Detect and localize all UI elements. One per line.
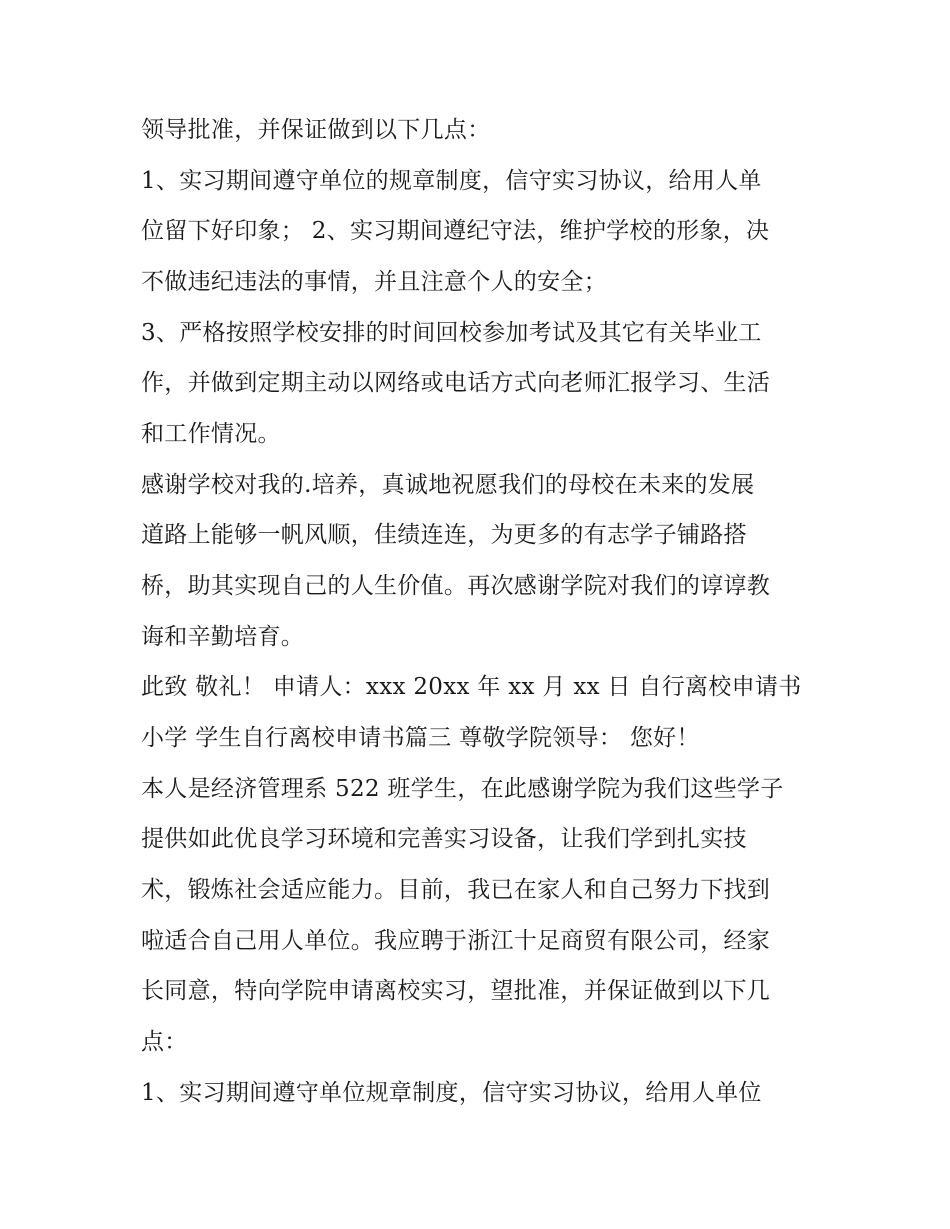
text-line: 和工作情况。 <box>141 421 281 447</box>
text-line: 提供如此优良学习环境和完善实习设备，让我们学到扎实技 <box>141 826 747 852</box>
text-line: 感谢学校对我的.培养，真诚地祝愿我们的母校在未来的发展 <box>141 472 755 498</box>
text-line: 1、实习期间遵守单位的规章制度，信守实习协议，给用人单 <box>141 168 762 194</box>
text-line: 此致 敬礼！ 申请人：xxx 20xx 年 xx 月 xx 日 自行离校申请书 <box>141 674 802 700</box>
text-line: 3、严格按照学校安排的时间回校参加考试及其它有关毕业工 <box>141 320 762 346</box>
text-line: 领导批准，并保证做到以下几点： <box>141 117 491 143</box>
text-line: 位留下好印象； 2、实习期间遵纪守法，维护学校的形象，决 <box>141 218 770 244</box>
text-line: 小学 学生自行离校申请书篇三 尊敬学院领导： 您好！ <box>141 725 700 751</box>
text-line: 1、实习期间遵守单位规章制度，信守实习协议，给用人单位 <box>141 1080 762 1106</box>
text-line: 桥，助其实现自己的人生价值。再次感谢学院对我们的谆谆教 <box>141 573 771 599</box>
text-line: 作，并做到定期主动以网络或电话方式向老师汇报学习、生活 <box>141 370 771 396</box>
text-line: 术，锻炼社会适应能力。目前，我已在家人和自己努力下找到 <box>141 877 771 903</box>
text-line: 本人是经济管理系 522 班学生，在此感谢学院为我们这些学子 <box>141 776 784 802</box>
text-line: 长同意，特向学院申请离校实习，望批准，并保证做到以下几 <box>141 978 771 1004</box>
text-line: 道路上能够一帆风顺，佳绩连连，为更多的有志学子铺路搭 <box>141 522 747 548</box>
text-line: 诲和辛勤培育。 <box>141 624 305 650</box>
text-line: 不做违纪违法的事情，并且注意个人的安全； <box>141 269 607 295</box>
text-line: 点： <box>141 1029 188 1055</box>
text-line: 啦适合自己用人单位。我应聘于浙江十足商贸有限公司，经家 <box>141 928 771 954</box>
